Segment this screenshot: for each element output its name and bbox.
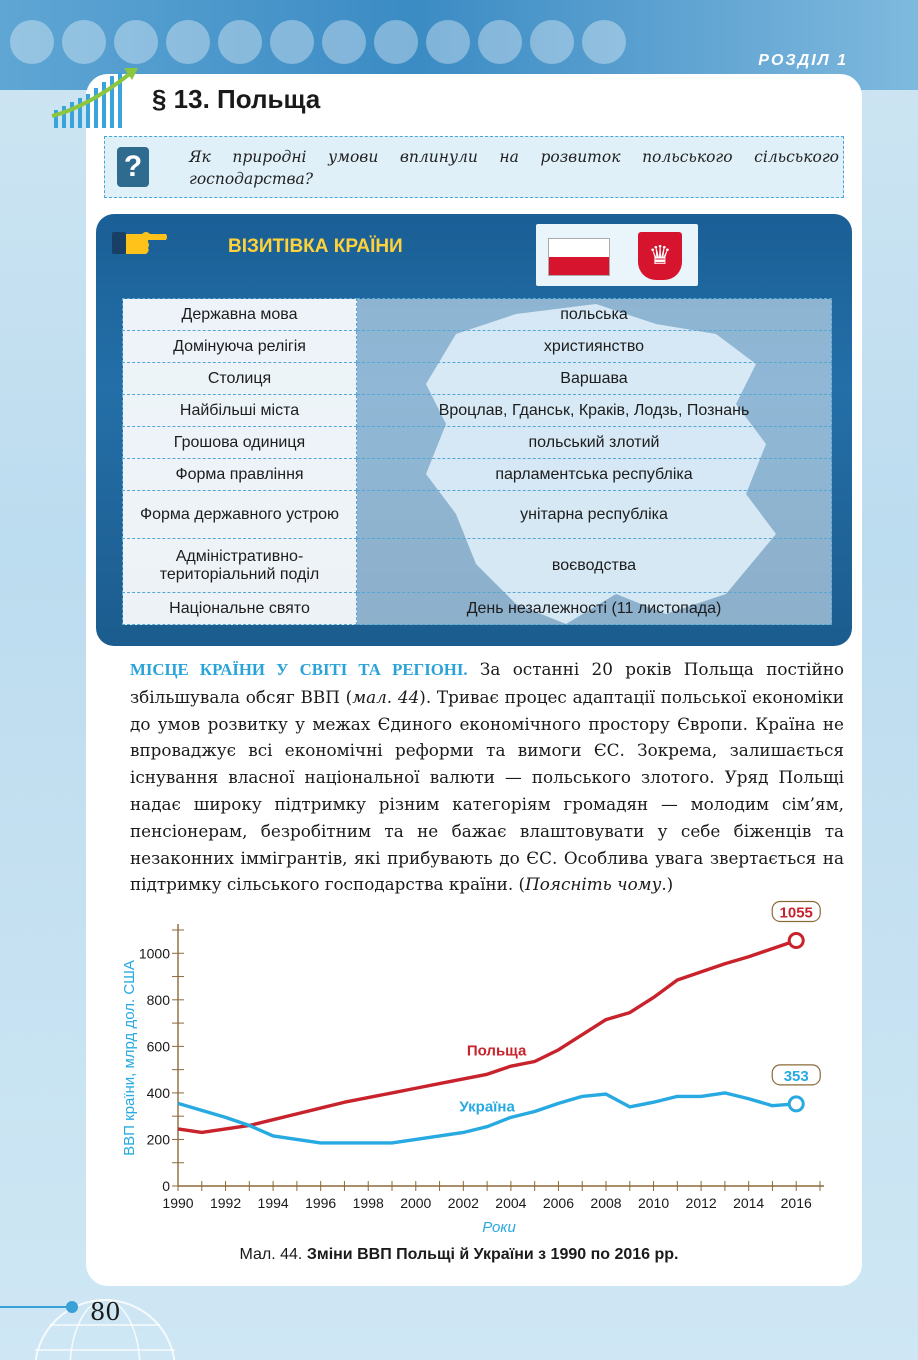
decor-circle (530, 20, 574, 64)
x-tick-label: 1996 (305, 1195, 337, 1211)
info-row (123, 593, 832, 625)
series-end-marker (789, 933, 803, 947)
body-text-part: ). Триває процес адаптації польської економіки до умов розвитку у межах Єдиного економічного простору Європи. Країна не впроваджує всі економічні реформи та вимоги ЄС. Зокрема, залишається існування власної національної валюти — польського злотого. Уряд Польщі надає широку підтримку різним категоріям громадян — молодим сім’ям, пенсіонерам, безробітним та не бажає влаштовувати у себе біженців та незаконних іммігрантів, які прибувають до ЄС. Особлива увага звертається на підтримку сільського господарства країни. ( (130, 686, 844, 895)
decor-circle (218, 20, 262, 64)
decor-circle (62, 20, 106, 64)
x-tick-label: 2016 (780, 1195, 812, 1211)
figure-reference: мал. 44 (352, 686, 420, 707)
section-tag: РОЗДІЛ 1 (758, 52, 848, 69)
info-value: Вроцлав, Гданськ, Краків, Лодзь, Познань (357, 395, 832, 427)
decor-circle (166, 20, 210, 64)
country-info-table (122, 298, 832, 625)
caption-prefix: Мал. 44. (239, 1246, 307, 1263)
info-row (123, 331, 832, 363)
info-row (123, 491, 832, 539)
x-tick-label: 2012 (685, 1195, 717, 1211)
end-value-label: 1055 (779, 904, 813, 922)
flag-red-stripe (549, 257, 609, 275)
decor-circle (374, 20, 418, 64)
info-label: Домінуюча релігія (123, 331, 357, 363)
decor-circle (114, 20, 158, 64)
body-text-part: За останні 20 років Польща постійно збільшувала обсяг ВВП ( (130, 659, 845, 707)
info-value: День незалежності (11 листопада) (357, 593, 832, 625)
page-title: § 13. Польща (152, 84, 321, 114)
decor-circle (478, 20, 522, 64)
question-text: Як природні умови вплинули на розвиток польського сільського господарства? (189, 148, 839, 188)
decor-circle (10, 20, 54, 64)
series-end-marker (789, 1097, 803, 1111)
info-value: польський злотий (357, 427, 832, 459)
question-box (104, 136, 844, 198)
question-icon: ? (117, 147, 149, 187)
end-value-label: 353 (783, 1067, 809, 1085)
info-label: Грошова одиниця (123, 427, 357, 459)
gdp-line-chart (112, 900, 842, 1250)
info-label: Форма правління (123, 459, 357, 491)
y-tick-label: 1000 (138, 945, 170, 962)
info-label: Столиця (123, 363, 357, 395)
info-label: Форма державного устрою (123, 491, 357, 539)
decor-circle (270, 20, 314, 64)
x-axis-label: Роки (482, 1219, 516, 1236)
x-tick-label: 2006 (542, 1195, 575, 1211)
poland-flag (548, 238, 610, 276)
y-tick-label: 800 (146, 991, 170, 1008)
body-paragraph (130, 656, 844, 898)
info-row (123, 363, 832, 395)
white-eagle-emblem-icon: ♛ (638, 232, 682, 280)
figure-caption (0, 1246, 918, 1264)
card-heading: ВІЗИТІВКА КРАЇНИ (228, 236, 403, 257)
page-number: 80 (90, 1298, 121, 1326)
info-value: парламентська республіка (357, 459, 832, 491)
pointing-hand-icon (112, 228, 168, 256)
info-label: Державна мова (123, 299, 357, 331)
info-row (123, 427, 832, 459)
footer-line (0, 1306, 74, 1308)
info-value: Варшава (357, 363, 832, 395)
info-value: унітарна республіка (357, 491, 832, 539)
series-name-label: Польща (466, 1042, 527, 1060)
decor-circle (582, 20, 626, 64)
info-value: польська (357, 299, 832, 331)
x-tick-label: 1990 (162, 1195, 194, 1211)
growth-bars-icon (50, 66, 140, 130)
flag-white-stripe (549, 239, 609, 257)
x-tick-label: 2008 (590, 1195, 622, 1211)
info-value: воєводства (357, 539, 832, 593)
y-tick-label: 600 (146, 1038, 170, 1055)
decor-circle (426, 20, 470, 64)
y-axis-label: ВВП країни, млрд дол. США (121, 960, 138, 1156)
section-lead: МІСЦЕ КРАЇНИ У СВІТІ ТА РЕГІОНІ. (130, 660, 468, 679)
info-label: Адміністративно-територіальний поділ (123, 539, 357, 593)
country-card (96, 214, 852, 646)
y-tick-label: 400 (146, 1084, 170, 1101)
y-tick-label: 200 (146, 1131, 170, 1148)
info-row (123, 299, 832, 331)
x-tick-label: 2002 (447, 1195, 479, 1211)
series-name-label: Україна (459, 1098, 515, 1116)
info-row (123, 459, 832, 491)
decor-circle (322, 20, 366, 64)
info-label: Національне свято (123, 593, 357, 625)
info-row (123, 539, 832, 593)
body-text-part: .) (661, 874, 674, 895)
footer-dot (66, 1301, 78, 1313)
info-row (123, 395, 832, 427)
x-tick-label: 2004 (495, 1195, 527, 1211)
flag-box (536, 224, 698, 286)
x-tick-label: 2000 (400, 1195, 432, 1211)
caption-title: Зміни ВВП Польщі й України з 1990 по 2016 рр. (306, 1246, 679, 1263)
x-tick-label: 2014 (733, 1195, 765, 1211)
info-label: Найбільші міста (123, 395, 357, 427)
x-tick-label: 1998 (352, 1195, 384, 1211)
explain-hint: Поясніть чому (525, 874, 662, 895)
x-tick-label: 1994 (257, 1195, 289, 1211)
y-tick-label: 0 (162, 1178, 170, 1194)
info-value: християнство (357, 331, 832, 363)
x-tick-label: 2010 (637, 1195, 670, 1211)
x-tick-label: 1992 (209, 1195, 242, 1211)
